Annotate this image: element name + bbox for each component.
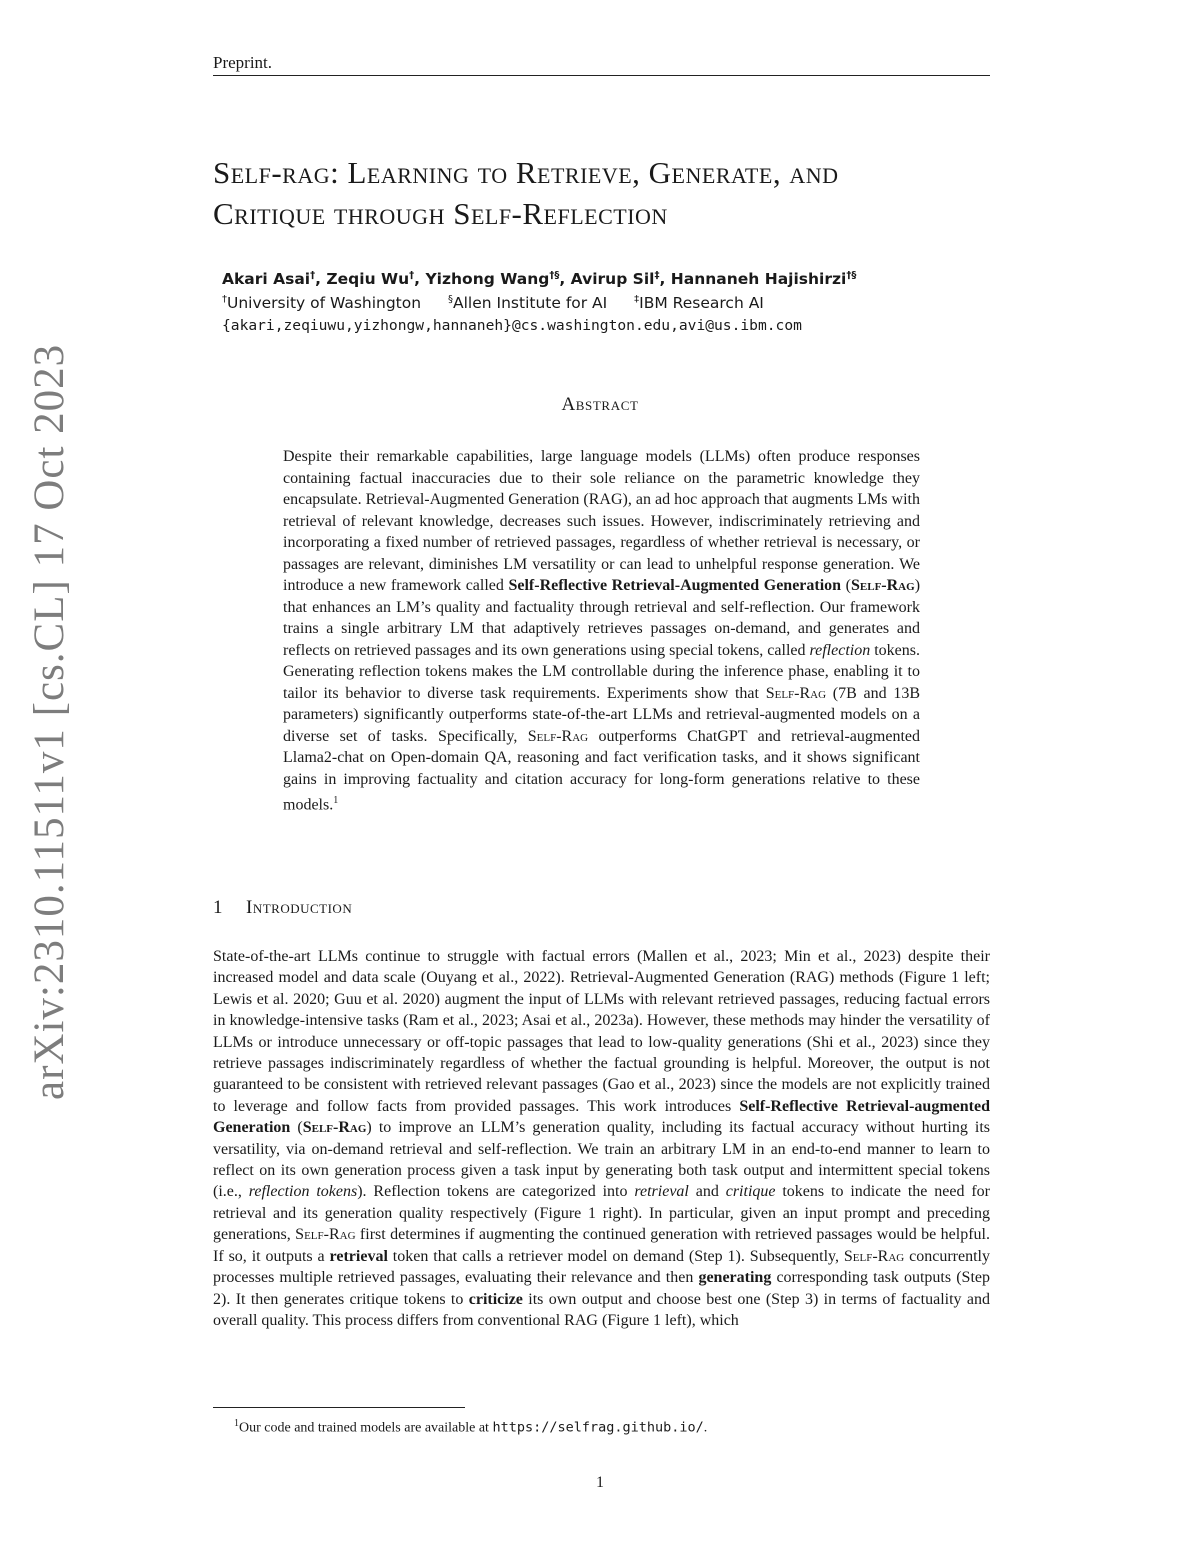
section-number: 1 bbox=[213, 897, 223, 918]
title-line-1: Self-rag: Learning to Retrieve, Generate, and bbox=[213, 155, 839, 190]
abstract-bold-term: Self-Reflective Retrieval-Augmented Generation bbox=[508, 577, 842, 594]
intro-text: corresponding task outputs (Step 2). It then generates critique tokens to bbox=[213, 1269, 990, 1308]
intro-text: its own output and choose best one (Step 3) in terms of factuality and overall quality. This process differs from conventional RAG (Figure 1 left), which bbox=[213, 1290, 991, 1329]
intro-text: ( bbox=[290, 1119, 303, 1137]
introduction-body bbox=[213, 946, 990, 1331]
intro-text: tokens to indicate the need for retrieval and its generation quality respectively (Figure 1 right). In particular, given an input prompt and preceding generations, bbox=[213, 1183, 990, 1244]
intro-bold-term: Self-Rag bbox=[302, 1119, 367, 1137]
page-number: 1 bbox=[596, 1474, 604, 1491]
intro-bold-term: criticize bbox=[468, 1290, 523, 1308]
abstract-text: ( bbox=[841, 577, 851, 594]
header-rule bbox=[213, 75, 990, 76]
intro-text: ). Reflection tokens are categorized into bbox=[357, 1183, 635, 1201]
abstract-text: (7B and 13B parameters) significantly outperforms state-of-the-art LLMs and retrieval-augmented models on a diverse set of tasks. Specifically, bbox=[283, 684, 920, 745]
title-line-2: Critique through Self-Reflection bbox=[213, 196, 668, 231]
abstract-body bbox=[283, 446, 920, 816]
intro-text: ) to improve an LLM’s generation quality, including its factual accuracy without hurting its versatility, via on-demand retrieval and self-reflection. We train an arbitrary LM in an end-to-end manner to learn to reflect on its own generation process given a task input by generating both task output and intermittent special tokens (i.e., bbox=[213, 1119, 991, 1201]
section-heading bbox=[213, 897, 352, 919]
intro-text: and bbox=[688, 1183, 726, 1201]
author-name: Zeqiu Wu bbox=[326, 270, 410, 289]
abstract-smallcaps-term: Self-Rag bbox=[527, 727, 589, 745]
affiliation-name: Allen Institute for AI bbox=[453, 294, 608, 313]
abstract-text: Despite their remarkable capabilities, large language models (LLMs) often produce responses containing factual inaccuracies due to their sole reliance on the parametric knowledge they encapsulate. Retrieval-Augmented Generation (RAG), an ad hoc approach that augments LMs with retrieval of relevant knowledge, decreases such issues. However, indiscriminately retrieving and incorporating a fixed number of retrieved passages, regardless of whether retrieval is necessary, or passages are relevant, diminishes LM versatility or can lead to unhelpful response generation. We introduce a new framework called bbox=[283, 448, 920, 594]
intro-italic-term: retrieval bbox=[634, 1183, 689, 1201]
author-name: Avirup Sil bbox=[570, 270, 655, 289]
intro-text: concurrently processes multiple retrieved passages, evaluating their relevance and then bbox=[213, 1247, 990, 1287]
abstract-text: ) that enhances an LM’s quality and factuality through retrieval and self-reflection. Our framework trains a single arbitrary LM that adaptively retrieves passages on-demand, and generates and reflects on retrieved passages and its own generations using special tokens, called bbox=[283, 577, 921, 659]
affiliation-mark: † bbox=[222, 294, 227, 305]
intro-bold-term: generating bbox=[698, 1269, 772, 1287]
intro-text: token that calls a retriever model on demand (Step 1). Subsequently, bbox=[387, 1247, 844, 1265]
affiliations bbox=[222, 294, 992, 312]
abstract-text: outperforms ChatGPT and retrieval-augmented Llama2-chat on Open-domain QA, reasoning and fact verification tasks, and it shows significant gains in improving factuality and citation accuracy for long-form generations relative to these models. bbox=[283, 727, 920, 814]
affiliation-mark: ‡ bbox=[634, 294, 640, 305]
footnote-link[interactable]: https://selfrag.github.io/ bbox=[492, 1419, 704, 1436]
author-affil-mark: † bbox=[310, 270, 316, 281]
footnote-reference: 1 bbox=[333, 795, 339, 806]
footnote-end: . bbox=[703, 1420, 708, 1436]
abstract-italic-term: reflection bbox=[809, 641, 871, 659]
footnote-text: Our code and trained models are available at bbox=[239, 1420, 493, 1436]
intro-bold-term: retrieval bbox=[329, 1247, 388, 1265]
abstract-text: tokens. Generating reflection tokens makes the LM controllable during the inference phase, enabling it to tailor its behavior to diverse task requirements. Experiments show that bbox=[283, 641, 920, 702]
footnote-mark: 1 bbox=[234, 1418, 239, 1429]
intro-bold-term: Self-Reflective Retrieval-augmented Generation bbox=[213, 1097, 990, 1137]
arxiv-side-stamp: arXiv:2310.11511v1 [cs.CL] 17 Oct 2023 bbox=[26, 343, 73, 1100]
author-list: Akari Asai†, Zeqiu Wu†, Yizhong Wang†§, Avirup Sil‡, Hannaneh Hajishirzi†§ bbox=[222, 270, 857, 289]
intro-italic-term: critique bbox=[725, 1183, 776, 1201]
author-name: Hannaneh Hajishirzi bbox=[670, 270, 847, 289]
affiliation-name: University of Washington bbox=[227, 294, 422, 313]
footnote bbox=[234, 1418, 994, 1437]
author-name: Akari Asai bbox=[222, 270, 311, 289]
affiliation-mark: § bbox=[448, 294, 454, 305]
running-header: Preprint. bbox=[213, 53, 273, 72]
intro-italic-term: reflection tokens bbox=[248, 1183, 358, 1201]
author-affil-mark: †§ bbox=[549, 270, 560, 281]
section-title: Introduction bbox=[246, 897, 353, 918]
intro-text: first determines if augmenting the continued generation with retrieved passages would be helpful. If so, it outputs a bbox=[213, 1226, 991, 1265]
author-affil-mark: †§ bbox=[846, 270, 857, 281]
intro-smallcaps-term: Self-Rag bbox=[843, 1247, 905, 1265]
author-affil-mark: ‡ bbox=[654, 270, 660, 281]
abstract-heading: Abstract bbox=[561, 394, 639, 415]
abstract-bold-term: Self-Rag bbox=[851, 577, 915, 594]
intro-text: State-of-the-art LLMs continue to struggle with factual errors (Mallen et al., 2023; Min et al., 2023) despite their increased model and data scale (Ouyang et al., 2022). Retrieval-Augmented Generation (RAG) methods (Figure 1 left; Lewis et al. 2020; Guu et al. 2020) augment the input of LLMs with relevant retrieved passages, reducing factual errors in knowledge-intensive tasks (Ram et al., 2023; Asai et al., 2023a). However, these methods may hinder the versatility of LLMs or introduce unnecessary or off-topic passages that lead to low-quality generations (Shi et al., 2023) since they retrieve passages indiscriminately regardless of whether the factual grounding is helpful. Moreover, the output is not guaranteed to be consistent with retrieved relevant passages (Gao et al., 2023) since the models are not explicitly trained to leverage and follow facts from provided passages. This work introduces bbox=[213, 948, 990, 1115]
intro-smallcaps-term: Self-Rag bbox=[295, 1226, 356, 1244]
affiliation-name: IBM Research AI bbox=[639, 294, 764, 313]
author-affil-mark: † bbox=[409, 270, 415, 281]
footnote-rule bbox=[213, 1407, 465, 1408]
author-name: Yizhong Wang bbox=[425, 270, 550, 289]
author-emails: {akari,zeqiuwu,yizhongw,hannaneh}@cs.washington.edu,avi@us.ibm.com bbox=[222, 317, 802, 334]
abstract-smallcaps-term: Self-Rag bbox=[765, 684, 827, 702]
paper-title bbox=[213, 152, 993, 234]
